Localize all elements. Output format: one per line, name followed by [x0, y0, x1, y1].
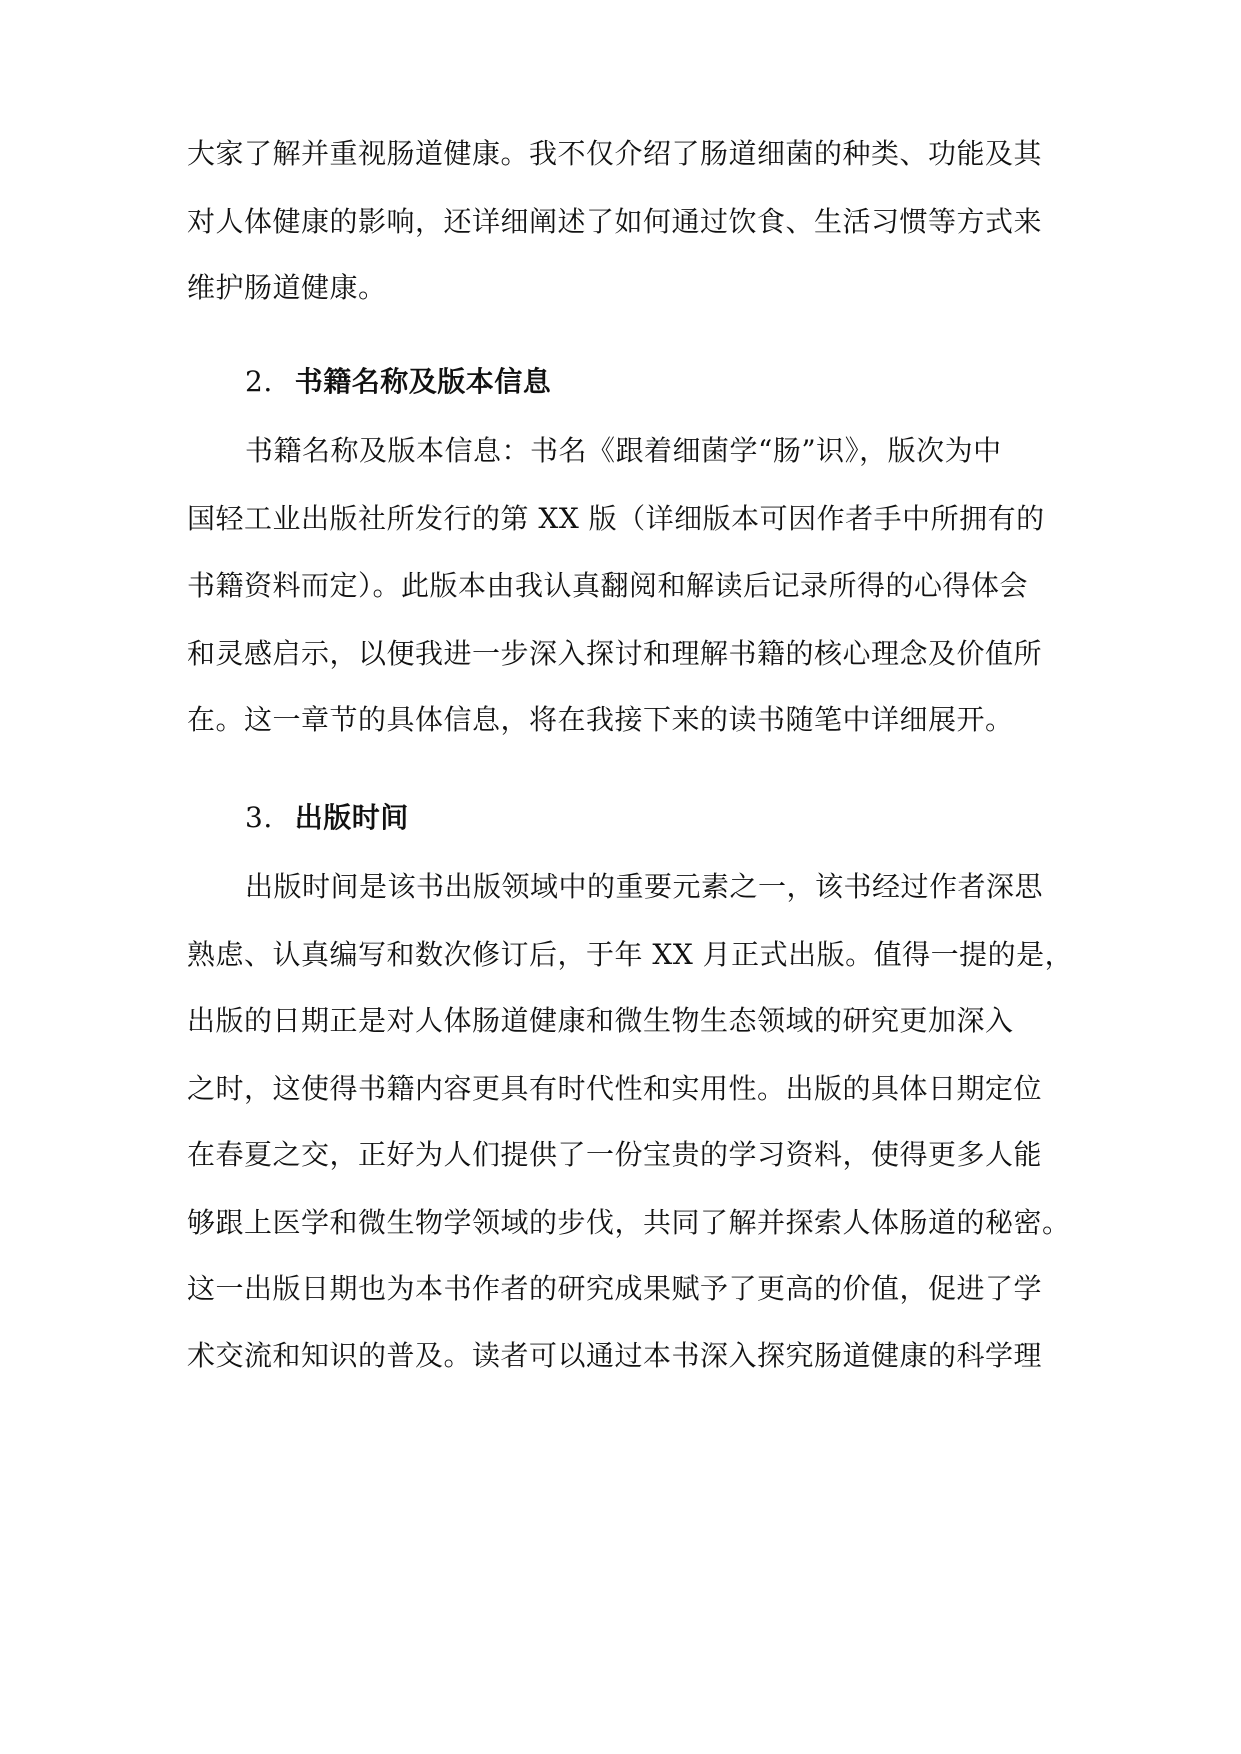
section-3-heading	[245, 798, 409, 838]
section-2-heading	[245, 362, 551, 402]
section-2-line-4: 和灵感启示，以便我进一步深入探讨和理解书籍的核心理念及价值所	[187, 637, 1043, 670]
intro-line-3: 维护肠道健康。	[187, 271, 387, 304]
section-3-line-7: 这一出版日期也为本书作者的研究成果赋予了更高的价值，促进了学	[187, 1272, 1043, 1305]
section-2-line-5: 在。这一章节的具体信息，将在我接下来的读书随笔中详细展开。	[187, 703, 1014, 736]
section-3-line-6: 够跟上医学和微生物学领域的步伐，共同了解并探索人体肠道的秘密。	[187, 1206, 1071, 1239]
section-2-line-3: 书籍资料而定）。此版本由我认真翻阅和解读后记录所得的心得体会	[187, 569, 1029, 602]
section-3-line-5: 在春夏之交，正好为人们提供了一份宝贵的学习资料，使得更多人能	[187, 1138, 1043, 1171]
intro-line-2: 对人体健康的影响，还详细阐述了如何通过饮食、生活习惯等方式来	[187, 205, 1043, 238]
section-3-number: 3.	[245, 801, 273, 834]
section-2-line-1: 书籍名称及版本信息：书名《跟着细菌学“肠”识》，版次为中	[245, 434, 1002, 467]
section-3-title: 出版时间	[294, 801, 409, 834]
section-3-line-4: 之时，这使得书籍内容更具有时代性和实用性。出版的具体日期定位	[187, 1072, 1043, 1105]
section-3-line-2: 熟虑、认真编写和数次修订后，于年 XX 月正式出版。值得一提的是，	[187, 938, 1074, 971]
intro-line-1: 大家了解并重视肠道健康。我不仅介绍了肠道细菌的种类、功能及其	[187, 137, 1043, 170]
section-3-line-1: 出版时间是该书出版领域中的重要元素之一，该书经过作者深思	[245, 870, 1044, 903]
section-2-line-2: 国轻工业出版社所发行的第 XX 版（详细版本可因作者手中所拥有的	[187, 502, 1045, 535]
section-2-number: 2.	[245, 365, 273, 398]
section-2-title: 书籍名称及版本信息	[294, 365, 552, 398]
section-3-line-3: 出版的日期正是对人体肠道健康和微生物生态领域的研究更加深入	[187, 1004, 1014, 1037]
section-3-line-8: 术交流和知识的普及。读者可以通过本书深入探究肠道健康的科学理	[187, 1339, 1043, 1372]
